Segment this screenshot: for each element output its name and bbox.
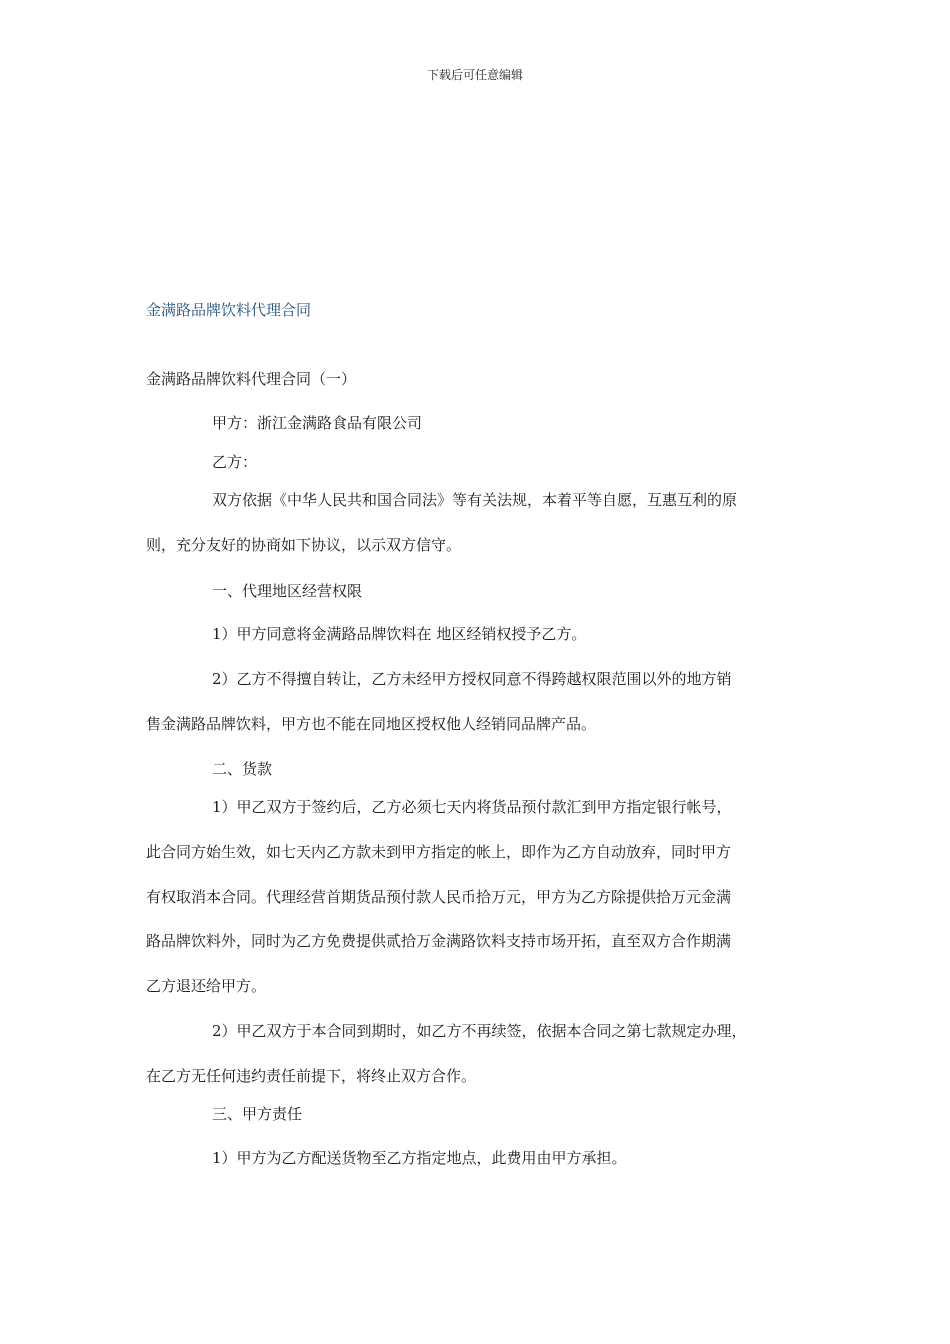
clause-line: 此合同方始生效，如七天内乙方款未到甲方指定的帐上，即作为乙方自动放弃，同时甲方 — [146, 843, 732, 861]
clause-line: 有权取消本合同。代理经营首期货品预付款人民币拾万元，甲方为乙方除提供拾万元金满 — [146, 888, 732, 906]
party-b: 乙方： — [212, 453, 258, 471]
section-heading: 二、货款 — [212, 760, 273, 778]
document-title: 金满路品牌饮料代理合同 — [146, 301, 312, 319]
clause-line: 乙方退还给甲方。 — [146, 977, 267, 995]
document-subtitle: 金满路品牌饮料代理合同（一） — [146, 370, 357, 388]
clause-line: 1）甲方为乙方配送货物至乙方指定地点，此费用由甲方承担。 — [212, 1149, 627, 1167]
clause-line: 2）乙方不得擅自转让，乙方未经甲方授权同意不得跨越权限范围以外的地方销 — [212, 670, 732, 688]
intro-paragraph-line: 双方依据《中华人民共和国合同法》等有关法规，本着平等自愿，互惠互利的原 — [212, 491, 738, 509]
clause-line: 1）甲方同意将金满路品牌饮料在 地区经销权授予乙方。 — [212, 625, 587, 643]
clause-line: 在乙方无任何违约责任前提下，将终止双方合作。 — [146, 1067, 477, 1085]
header-note: 下载后可任意编辑 — [426, 68, 523, 82]
section-heading: 三、甲方责任 — [212, 1105, 303, 1123]
clause-line: 路品牌饮料外，同时为乙方免费提供贰拾万金满路饮料支持市场开拓，直至双方合作期满 — [146, 932, 732, 950]
party-a: 甲方：浙江金满路食品有限公司 — [212, 414, 423, 432]
section-heading: 一、代理地区经营权限 — [212, 582, 363, 600]
intro-paragraph-line: 则，充分友好的协商如下协议，以示双方信守。 — [146, 536, 462, 554]
clause-line: 1）甲乙双方于签约后，乙方必须七天内将货品预付款汇到甲方指定银行帐号， — [212, 798, 732, 816]
clause-line: 2）甲乙双方于本合同到期时，如乙方不再续签，依据本合同之第七款规定办理， — [212, 1022, 747, 1040]
clause-line: 售金满路品牌饮料，甲方也不能在同地区授权他人经销同品牌产品。 — [146, 715, 597, 733]
